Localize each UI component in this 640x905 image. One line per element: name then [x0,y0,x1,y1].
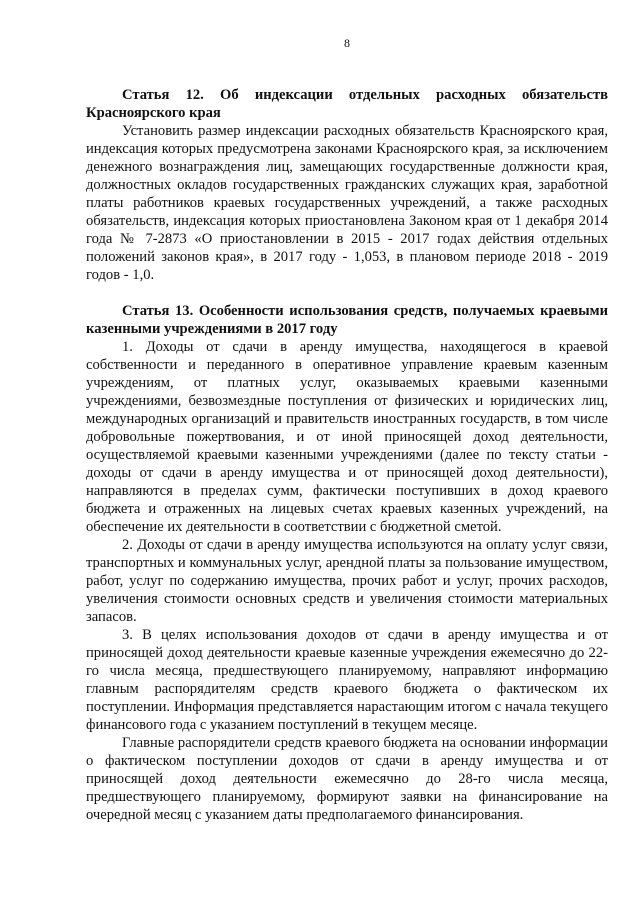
article-13-paragraph-2: 2. Доходы от сдачи в аренду имущества используются на оплату услуг связи, транспортных и коммунальных услуг, арендной платы за пользование имуществом, работ, услуг по содержанию имущества, прочих работ и услуг, прочих расходов, увеличения стоимости основных средств и увеличения стоимости материальных запасов. [86,537,608,625]
article-13-paragraph-3: 3. В целях использования доходов от сдачи в аренду имущества и от приносящей доход деятельности краевые казенные учреждения ежемесячно до 22-го числа месяца, предшествующего планируемому, направляют информацию главным распорядителям средств краевого бюджета о фактическом их поступлении. Информация представляется нарастающим итогом с начала текущего финансового года с указанием поступлений в текущем месяце. [86,627,608,733]
article-12-title: Статья 12. Об индексации отдельных расходных обязательств Красноярского края [86,87,608,121]
article-13-title: Статья 13. Особенности использования средств, получаемых краевыми казенными учреждениями в 2017 году [86,303,608,337]
article-13-paragraph-4: Главные распорядители средств краевого бюджета на основании информации о фактическом поступлении доходов от сдачи в аренду имущества и от приносящей доход деятельности ежемесячно до 28-го числа месяца, предшествующего планируемому, формируют заявки на финансирование на очередной месяц с указанием даты предполагаемого финансирования. [86,735,608,823]
section-gap [86,284,608,302]
article-12-paragraph-1: Установить размер индексации расходных обязательств Красноярского края, индексация которых предусмотрена законами Красноярского края, за исключением денежного вознаграждения лиц, замещающих государственные должности края, должностных окладов государственных гражданских служащих края, заработной платы работников краевых государственных учреждений, а также расходных обязательств, индексация которых приостановлена Законом края от 1 декабря 2014 года № 7-2873 «О приостановлении в 2015 - 2017 годах действия отдельных положений законов края», в 2017 году - 1,053, в плановом периоде 2018 - 2019 годов - 1,0. [86,123,608,283]
article-13-paragraph-1: 1. Доходы от сдачи в аренду имущества, находящегося в краевой собственности и переданного в оперативное управление краевым казенным учреждениям, от платных услуг, оказываемых краевыми казенными учреждениями, безвозмездные поступления от физических и юридических лиц, международных организаций и правительств иностранных государств, в том числе добровольные пожертвования, и от иной приносящей доход деятельности, осуществляемой краевыми казенными учреждениями (далее по тексту статьи - доходы от сдачи в аренду имущества и от приносящей доход деятельности), направляются в пределах сумм, фактически поступивших в доход краевого бюджета и отраженных на лицевых счетах краевых казенных учреждений, на обеспечение их деятельности в соответствии с бюджетной сметой. [86,339,608,535]
article-13 [86,302,608,824]
article-12 [86,86,608,284]
page-number: 8 [344,36,350,50]
